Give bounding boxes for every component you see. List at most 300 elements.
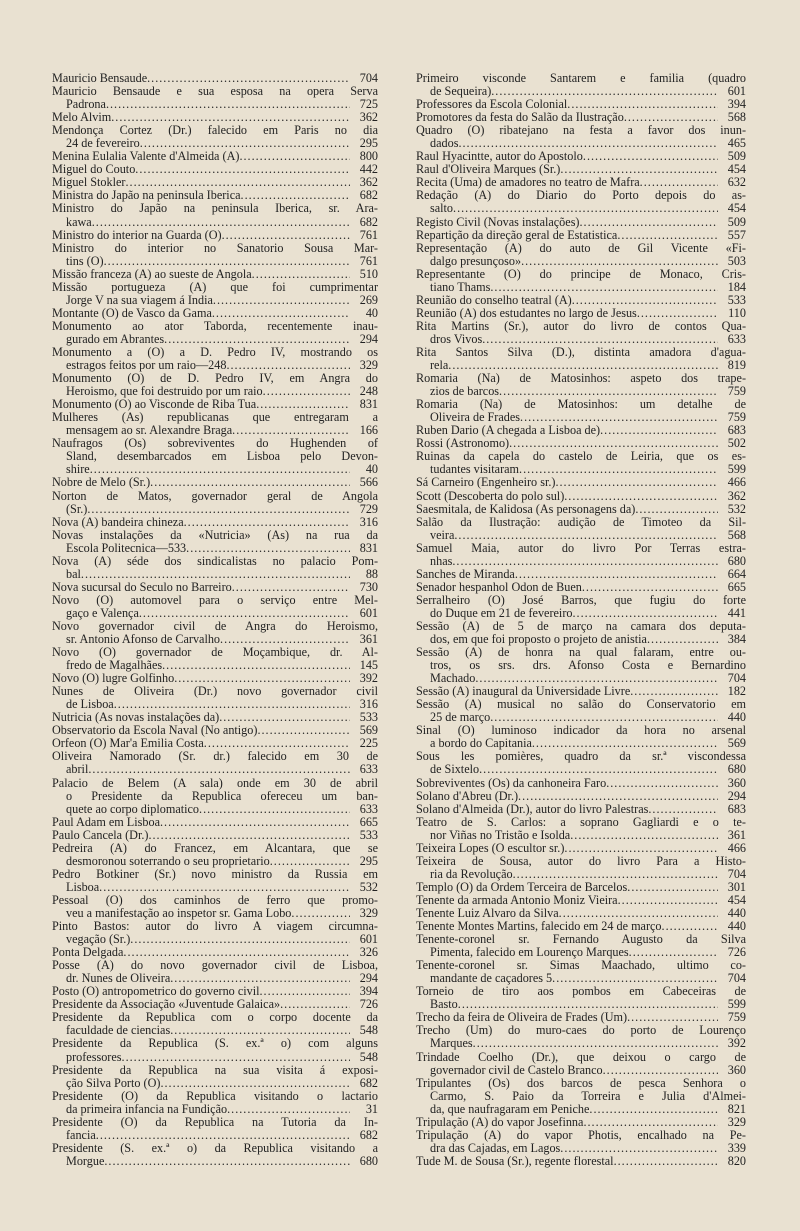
page-number: 182 — [727, 684, 746, 699]
page-number: 759 — [727, 410, 746, 425]
page-number: 682 — [359, 214, 378, 229]
dot-leader — [606, 777, 718, 790]
index-entry-text: tiano Thams — [430, 279, 491, 294]
index-entry-text: Sessão (A) musical no salão do Conservatorio em — [416, 697, 746, 712]
dot-leader — [570, 829, 718, 842]
index-entry-text: Pinto Bastos: autor do livro A viagem circumna- — [52, 919, 378, 934]
index-entry — [52, 555, 378, 581]
dot-leader — [92, 216, 350, 229]
dot-leader — [222, 229, 350, 242]
index-entry — [52, 516, 378, 529]
page-number: 392 — [359, 671, 378, 686]
page-number: 31 — [365, 1101, 378, 1116]
index-entry-text: dalgo presunçoso» — [430, 253, 522, 268]
index-entry — [52, 816, 378, 829]
page-number: 548 — [359, 1023, 378, 1038]
index-entry — [52, 281, 378, 307]
index-entry-text: Miguel do Couto — [52, 162, 136, 177]
index-entry — [416, 620, 746, 646]
index-entry-text: de Sixtelo — [430, 762, 480, 777]
index-entry-text: Representação (A) do auto de Gil Vicente «Fi- — [416, 240, 746, 255]
dot-leader — [104, 1155, 350, 1168]
page-number: 442 — [359, 162, 378, 177]
index-entry-text: Carmo, S. Paio da Torreira e Julia d'Almei- — [430, 1088, 746, 1103]
index-entry — [416, 516, 746, 542]
index-entry — [416, 842, 746, 855]
index-entry-text: Redação (A) do Diario do Porto depois do as- — [416, 188, 746, 203]
page-number: 394 — [727, 97, 746, 112]
dot-leader — [560, 1142, 718, 1155]
index-entry — [416, 881, 746, 894]
index-entry-text: Rita Martins (Sr.), autor do livro de contos Qua- — [416, 318, 746, 333]
index-entry-text: Ministro do interior na Guarda (O) — [52, 227, 222, 242]
index-entry-text: nor Viñas no Tristão e Isolda — [430, 827, 571, 842]
dot-leader — [150, 476, 350, 489]
index-entry-text: Trindade Coelho (Dr.), que deixou o cargo de — [416, 1049, 746, 1064]
dot-leader — [600, 424, 718, 437]
index-entry-text: veu a manifestação ao inspetor sr. Gama Lobo — [66, 906, 292, 920]
index-entry-text: Ruben Dario (A chegada a Lisboa de) — [416, 423, 601, 438]
index-entry — [416, 268, 746, 294]
page-number: 145 — [359, 658, 378, 673]
index-entry-text: Nutricia (As novas instalações da) — [52, 710, 220, 725]
dot-leader — [96, 1129, 350, 1142]
index-entry-text: Tenente Montes Martins, falecido em 24 de março — [416, 919, 662, 934]
dot-leader — [160, 816, 350, 829]
index-entry-text: Mendonça Cortez (Dr.) falecido em Paris no dia — [52, 123, 378, 138]
index-entry-text: Novo (O) lugre Golfinho — [52, 671, 175, 686]
index-entry-text: Raul Hyacintte, autor do Apostolo — [416, 149, 583, 164]
page-number: 665 — [359, 814, 378, 829]
index-entry — [52, 646, 378, 672]
index-entry-text: Marques — [430, 1036, 473, 1051]
dot-leader — [521, 255, 718, 268]
index-entry — [52, 581, 378, 594]
index-entry-text: tros, os srs. drs. Afonso Costa e Bernardino — [430, 658, 746, 673]
dot-leader — [603, 1064, 718, 1077]
page-number: 632 — [727, 175, 746, 190]
dot-leader — [473, 1037, 718, 1050]
page-number: 326 — [359, 945, 378, 960]
index-entry-text: sr. Antonio Afonso de Carvalho — [66, 632, 221, 647]
page-number: 440 — [727, 919, 746, 934]
index-entry-text: de Lisboa — [66, 697, 114, 712]
index-entry-text: Machado — [430, 671, 476, 686]
dot-leader — [580, 216, 719, 229]
index-entry-text: Promotores da festa do Salão da Ilustração — [416, 110, 624, 125]
page-number: 761 — [359, 227, 378, 242]
index-entry — [416, 450, 746, 476]
index-entry-text: Primeiro visconde Santarem e familia (quadro — [416, 71, 746, 85]
index-entry-text: Ministra do Japão na peninsula Iberica — [52, 188, 241, 203]
index-entry-text: Menina Eulalia Valente d'Almeida (A) — [52, 149, 240, 164]
page-number: 761 — [359, 253, 378, 268]
page-number: 533 — [359, 710, 378, 725]
page-number: 680 — [727, 553, 746, 568]
page-number: 566 — [359, 475, 378, 490]
index-entry-text: Reunião (A) dos estudantes no largo de Jesus — [416, 305, 637, 320]
page-number: 533 — [359, 827, 378, 842]
index-entry-text: Presidente (S. ex.ª o) da Republica visitando a — [52, 1140, 378, 1155]
index-entry-text: do Duque em 21 de fevereiro — [430, 605, 573, 620]
page-number: 392 — [727, 1036, 746, 1051]
index-entry — [52, 202, 378, 228]
dot-leader — [160, 1077, 350, 1090]
index-entry-text: Oliveira Namorado (Sr. dr.) falecido em 30 de — [52, 749, 378, 764]
index-entry — [416, 646, 746, 685]
index-entry — [52, 242, 378, 268]
page-number: 361 — [727, 827, 746, 842]
index-entry-text: Presidente (O) da Republica na Tutoria da In- — [52, 1114, 378, 1129]
index-entry-text: Jorge V na sua viagem á India — [66, 292, 213, 307]
dot-leader — [582, 581, 718, 594]
index-entry — [52, 346, 378, 372]
index-entry — [416, 816, 746, 842]
dot-leader — [637, 307, 718, 320]
index-entry — [52, 1090, 378, 1116]
page-number: 394 — [359, 984, 378, 999]
page-number: 110 — [728, 305, 746, 320]
index-entry-text: Repartição da direção geral de Estatistica — [416, 227, 618, 242]
dot-leader — [135, 163, 350, 176]
index-entry-text: professores — [66, 1049, 122, 1064]
page-number: 726 — [727, 945, 746, 960]
index-entry-text: Naufragos (Os) sobreviventes do Hughenden of — [52, 436, 378, 451]
index-entry — [416, 1129, 746, 1155]
index-entry-text: Nova (A) bandeira chineza — [52, 514, 184, 529]
index-entry-text: zios de barcos — [430, 384, 500, 399]
index-entry — [416, 698, 746, 724]
index-entry-text: Rita Santos Silva (D.), distinta amadora d'agua- — [416, 344, 746, 359]
page-number: 295 — [359, 853, 378, 868]
page-number: 568 — [727, 110, 746, 125]
index-entry-text: Melo Alvim — [52, 110, 112, 125]
index-entry — [416, 1024, 746, 1050]
index-entry-text: desmoronou soterrando o seu proprietario — [66, 853, 270, 868]
index-entry-text: Padrona — [66, 97, 106, 112]
index-entry-text: Monumento ao ator Taborda, recentemente inau- — [52, 318, 378, 333]
page-number: 362 — [359, 110, 378, 125]
index-entry — [52, 868, 378, 894]
index-entry-text: vegação (Sr.) — [66, 932, 131, 947]
index-entry-text: Ponta Delgada — [52, 945, 124, 960]
index-entry-text: dados — [430, 136, 459, 151]
index-entry-text: da, que naufragaram em Peniche — [430, 1101, 590, 1116]
index-entry-text: Montante (O) de Vasco da Gama — [52, 305, 212, 320]
index-entry-text: dra das Cajadas, em Lagos — [430, 1140, 561, 1155]
index-entry-text: Missão portugueza (A) que foi cumprimentar — [52, 279, 378, 294]
page-number: 682 — [359, 188, 378, 203]
index-entry-text: gurado em Abrantes — [66, 331, 165, 346]
index-entry-text: de Sequeira) — [430, 84, 492, 99]
page-number: 225 — [359, 736, 378, 751]
index-entry-text: Presidente (O) da Republica visitando o lactario — [52, 1088, 378, 1103]
dot-leader — [564, 490, 718, 503]
dot-leader — [490, 281, 718, 294]
page-number: 568 — [727, 527, 746, 542]
page-number: 248 — [359, 384, 378, 399]
index-entry — [416, 72, 746, 98]
index-entry-text: fancia — [66, 1127, 96, 1142]
index-entry-text: Morgue — [66, 1153, 105, 1168]
index-entry — [416, 1155, 746, 1168]
index-entry — [52, 1142, 378, 1168]
index-entry-text: Tenente da armada Antonio Moniz Vieira — [416, 892, 618, 907]
dot-leader — [270, 855, 350, 868]
page-number: 316 — [359, 514, 378, 529]
index-entry — [416, 750, 746, 776]
index-entry — [416, 307, 746, 320]
page-number: 599 — [727, 997, 746, 1012]
dot-leader — [583, 150, 718, 163]
index-entry-text: Sessão (A) inaugural da Universidade Livre — [416, 684, 631, 699]
index-entry-text: Novo (O) automovel para o serviço entre Mel- — [52, 592, 378, 607]
dot-leader — [564, 842, 718, 855]
index-entry-text: bal — [66, 566, 81, 581]
dot-leader — [104, 255, 350, 268]
page-number: 184 — [727, 279, 746, 294]
index-entry-text: gaço e Valença — [66, 605, 139, 620]
index-entry-text: Ruinas da capela do castelo de Leiria, que os es- — [416, 449, 746, 464]
page-number: 509 — [727, 149, 746, 164]
index-entry-text: Novo governador civil de Angra do Heroismo, — [52, 618, 378, 633]
index-entry-text: Sland, desembarcados em Lisboa pelo Devon- — [66, 449, 378, 464]
index-entry-text: Monumento a (O) a D. Pedro IV, mostrando os — [52, 344, 378, 359]
page-number: 88 — [365, 566, 378, 581]
index-entry — [52, 124, 378, 150]
index-entry-text: Orfeon (O) Mar'a Emilia Costa — [52, 736, 204, 751]
dot-leader — [454, 529, 718, 542]
index-entry-text: rela — [430, 358, 449, 373]
index-entry-text: Sous les pomières, quadro da sr.ª viscondessa — [416, 749, 746, 764]
dot-leader — [232, 581, 350, 594]
page-number: 316 — [359, 697, 378, 712]
page-number: 726 — [359, 997, 378, 1012]
page-number: 683 — [727, 423, 746, 438]
dot-leader — [122, 1051, 350, 1064]
index-entry — [416, 216, 746, 229]
index-entry-text: a bordo do Capitania — [430, 736, 532, 751]
index-entry-text: Templo (O) da Ordem Terceira de Barcelos — [416, 879, 628, 894]
page-number: 362 — [359, 175, 378, 190]
index-entry-text: Oliveira de Frades — [430, 410, 521, 425]
index-entry-text: Monumento (O) ao Visconde de Riba Tua — [52, 397, 257, 412]
index-entry-text: Raul d'Oliveira Marques (Sr.) — [416, 162, 561, 177]
index-entry — [416, 229, 746, 242]
index-entry-text: Palacio de Belem (A sala) onde em 30 de abril — [52, 775, 378, 790]
page-number: 633 — [359, 801, 378, 816]
page-number: 502 — [727, 436, 746, 451]
page-number: 821 — [727, 1101, 746, 1116]
index-entry-text: Norton de Matos, governador geral de Angola — [52, 488, 378, 503]
index-entry-text: 24 de fevereiro — [66, 136, 140, 151]
page-number: 569 — [359, 723, 378, 738]
index-entry — [52, 1011, 378, 1037]
dot-leader — [184, 516, 350, 529]
index-entry-text: Rossi (Astronomo) — [416, 436, 510, 451]
dot-leader — [227, 1103, 350, 1116]
index-entry-text: Paul Adam em Lisboa — [52, 814, 160, 829]
dot-leader — [81, 568, 350, 581]
index-entry — [52, 842, 378, 868]
dot-leader — [518, 790, 718, 803]
page-number: 601 — [359, 605, 378, 620]
dot-leader — [635, 503, 718, 516]
index-entry-text: Mulheres (As) republicanas que entregaram a — [52, 410, 378, 425]
index-entry-text: ção Silva Porto (O) — [66, 1075, 161, 1090]
index-entry — [416, 476, 746, 489]
index-entry-text: Mauricio Bensaude — [52, 71, 148, 85]
index-entry — [416, 189, 746, 215]
page-number: 532 — [359, 879, 378, 894]
index-entry-text: Ministro do Japão na peninsula Iberica, sr. Ara- — [52, 201, 378, 216]
index-entry-text: Posse (A) do novo governador civil de Lisboa, — [52, 958, 378, 973]
index-entry-text: da primeira infancia na Fundição — [66, 1101, 228, 1116]
page-number: 454 — [727, 162, 746, 177]
index-entry — [52, 411, 378, 437]
index-entry-text: Basto — [430, 997, 458, 1012]
index-entry-text: Solano d'Abreu (Dr.) — [416, 788, 519, 803]
index-entry — [52, 437, 378, 476]
index-entry-text: Teatro de S. Carlos: a soprano Gagliardi e o te- — [416, 814, 746, 829]
index-entry — [52, 829, 378, 842]
index-entry-text: Nobre de Melo (Sr.) — [52, 475, 151, 490]
index-entry — [416, 777, 746, 790]
page-number: 557 — [727, 227, 746, 242]
index-entry-text: tins (O) — [66, 253, 104, 268]
index-entry-text: salto — [430, 201, 454, 216]
index-entry — [416, 959, 746, 985]
page-number: 680 — [359, 1153, 378, 1168]
dot-leader — [479, 763, 718, 776]
index-entry-text: Sessão (A) de honra na qual falaram, entre ou- — [416, 645, 746, 660]
index-entry-text: mandante de caçadores 5 — [430, 971, 553, 986]
index-entry-text: Pedro Botkiner (Sr.) novo ministro da Russia em — [52, 866, 378, 881]
index-entry — [52, 777, 378, 816]
page-number: 329 — [727, 1114, 746, 1129]
index-entry — [416, 803, 746, 816]
index-entry-text: Serralheiro (O) José Barros, que fugiu do forte — [416, 592, 746, 607]
page-number: 454 — [727, 892, 746, 907]
dot-leader — [572, 294, 718, 307]
index-entry-text: Tripulação (A) do vapor Photis, encalhado na Pe- — [416, 1127, 746, 1142]
page-number: 704 — [727, 971, 746, 986]
page-number: 704 — [727, 671, 746, 686]
dot-leader — [88, 763, 350, 776]
page-number: 820 — [727, 1153, 746, 1168]
index-entry — [52, 620, 378, 646]
page-number: 440 — [727, 906, 746, 920]
index-entry-text: governador civil de Castelo Branco — [430, 1062, 603, 1077]
dot-leader — [162, 659, 350, 672]
index-entry-text: o Presidente da Republica ofereceu um ban- — [66, 788, 378, 803]
dot-leader — [99, 881, 350, 894]
page-number: 704 — [359, 71, 378, 85]
index-entry — [416, 242, 746, 268]
dot-leader — [186, 542, 350, 555]
index-entry-text: Pimenta, falecido em Lourenço Marques — [430, 945, 629, 960]
index-entry-text: Tenente Luiz Alvaro da Silva — [416, 906, 559, 920]
page-number: 166 — [359, 423, 378, 438]
index-entry-text: faculdade de ciencias — [66, 1023, 171, 1038]
index-entry-text: dr. Nunes de Oliveira — [66, 971, 171, 986]
index-entry-text: Posto (O) antropometrico do governo civil — [52, 984, 260, 999]
index-entry — [416, 398, 746, 424]
index-entry — [416, 294, 746, 307]
page-number: 704 — [727, 866, 746, 881]
index-entry-text: 25 de março — [430, 710, 491, 725]
index-entry-text: Teixeira Lopes (O escultor sr.) — [416, 840, 565, 855]
index-entry-text: Pedreira (A) do Francez, em Alcantara, que se — [52, 840, 378, 855]
index-entry — [416, 581, 746, 594]
index-entry-text: Presidente da Associação «Juventude Galaica» — [52, 997, 281, 1012]
page-number: 362 — [727, 488, 746, 503]
dot-leader — [87, 503, 350, 516]
dot-leader — [572, 607, 718, 620]
index-entry-text: tudantes visitaram — [430, 462, 520, 477]
page-number: 510 — [359, 266, 378, 281]
index-entry — [52, 959, 378, 985]
index-entry-text: Professores da Escola Colonial — [416, 97, 568, 112]
index-entry-text: Mauricio Bensaude e sua esposa na opera Serva — [52, 84, 378, 99]
dot-leader — [139, 607, 350, 620]
index-entry — [416, 933, 746, 959]
index-entry-text: Escola Politecnica—533 — [66, 540, 187, 555]
index-entry-text: Tenente-coronel sr. Simas Maachado, ultimo co- — [416, 958, 746, 973]
page-number: 725 — [359, 97, 378, 112]
page-number: 533 — [727, 292, 746, 307]
index-entry-text: Tenente-coronel sr. Fernando Augusto da Silva — [416, 932, 746, 947]
page-number: 569 — [727, 736, 746, 751]
index-entry — [52, 476, 378, 489]
index-entry — [52, 750, 378, 776]
page-number: 40 — [365, 305, 378, 320]
index-entry-text: Scott (Descoberta do polo sul) — [416, 488, 565, 503]
page-number: 329 — [359, 906, 378, 920]
index-entry-text: Heroismo, que foi destruido por um raio — [66, 384, 263, 399]
dot-leader — [515, 568, 718, 581]
dot-leader — [627, 881, 718, 894]
page-number: 831 — [359, 397, 378, 412]
index-entry-text: Senador hespanhol Odon de Buen — [416, 579, 582, 594]
index-entry-text: Reunião do conselho teatral (A) — [416, 292, 572, 307]
index-entry-text: Presidente da Republica (S. ex.ª o) com alguns — [52, 1036, 378, 1051]
dot-leader — [617, 229, 718, 242]
page-number: 465 — [727, 136, 746, 151]
dot-leader — [583, 1116, 718, 1129]
index-entry — [416, 1116, 746, 1129]
index-entry — [416, 724, 746, 750]
index-entry-text: Sinal (O) luminoso indicador da hora no arsenal — [416, 723, 746, 738]
index-entry — [52, 920, 378, 946]
index-entry-text: Novo (O) governador de Moçambique, dr. Al- — [52, 645, 378, 660]
dot-leader — [453, 202, 718, 215]
index-entry-text: Tripulação (A) do vapor Josefinna — [416, 1114, 584, 1129]
index-entry — [52, 307, 378, 320]
dot-leader — [148, 829, 350, 842]
page-number: 360 — [727, 775, 746, 790]
page-number: 440 — [727, 710, 746, 725]
index-entry-text: Nunes de Oliveira (Dr.) novo governador civil — [52, 684, 378, 699]
index-entry-text: Sá Carneiro (Engenheiro sr.) — [416, 475, 556, 490]
index-entry — [52, 594, 378, 620]
index-entry-text: dos, em que foi proposto o projeto de anistia — [430, 632, 647, 647]
index-entry — [52, 372, 378, 398]
index-entry-text: Trecho da feira de Oliveira de Frades (Um) — [416, 1010, 628, 1025]
page-number: 683 — [727, 801, 746, 816]
index-entry-text: Samuel Maia, autor do livro Por Terras estra- — [416, 540, 746, 555]
page-number: 759 — [727, 1010, 746, 1025]
